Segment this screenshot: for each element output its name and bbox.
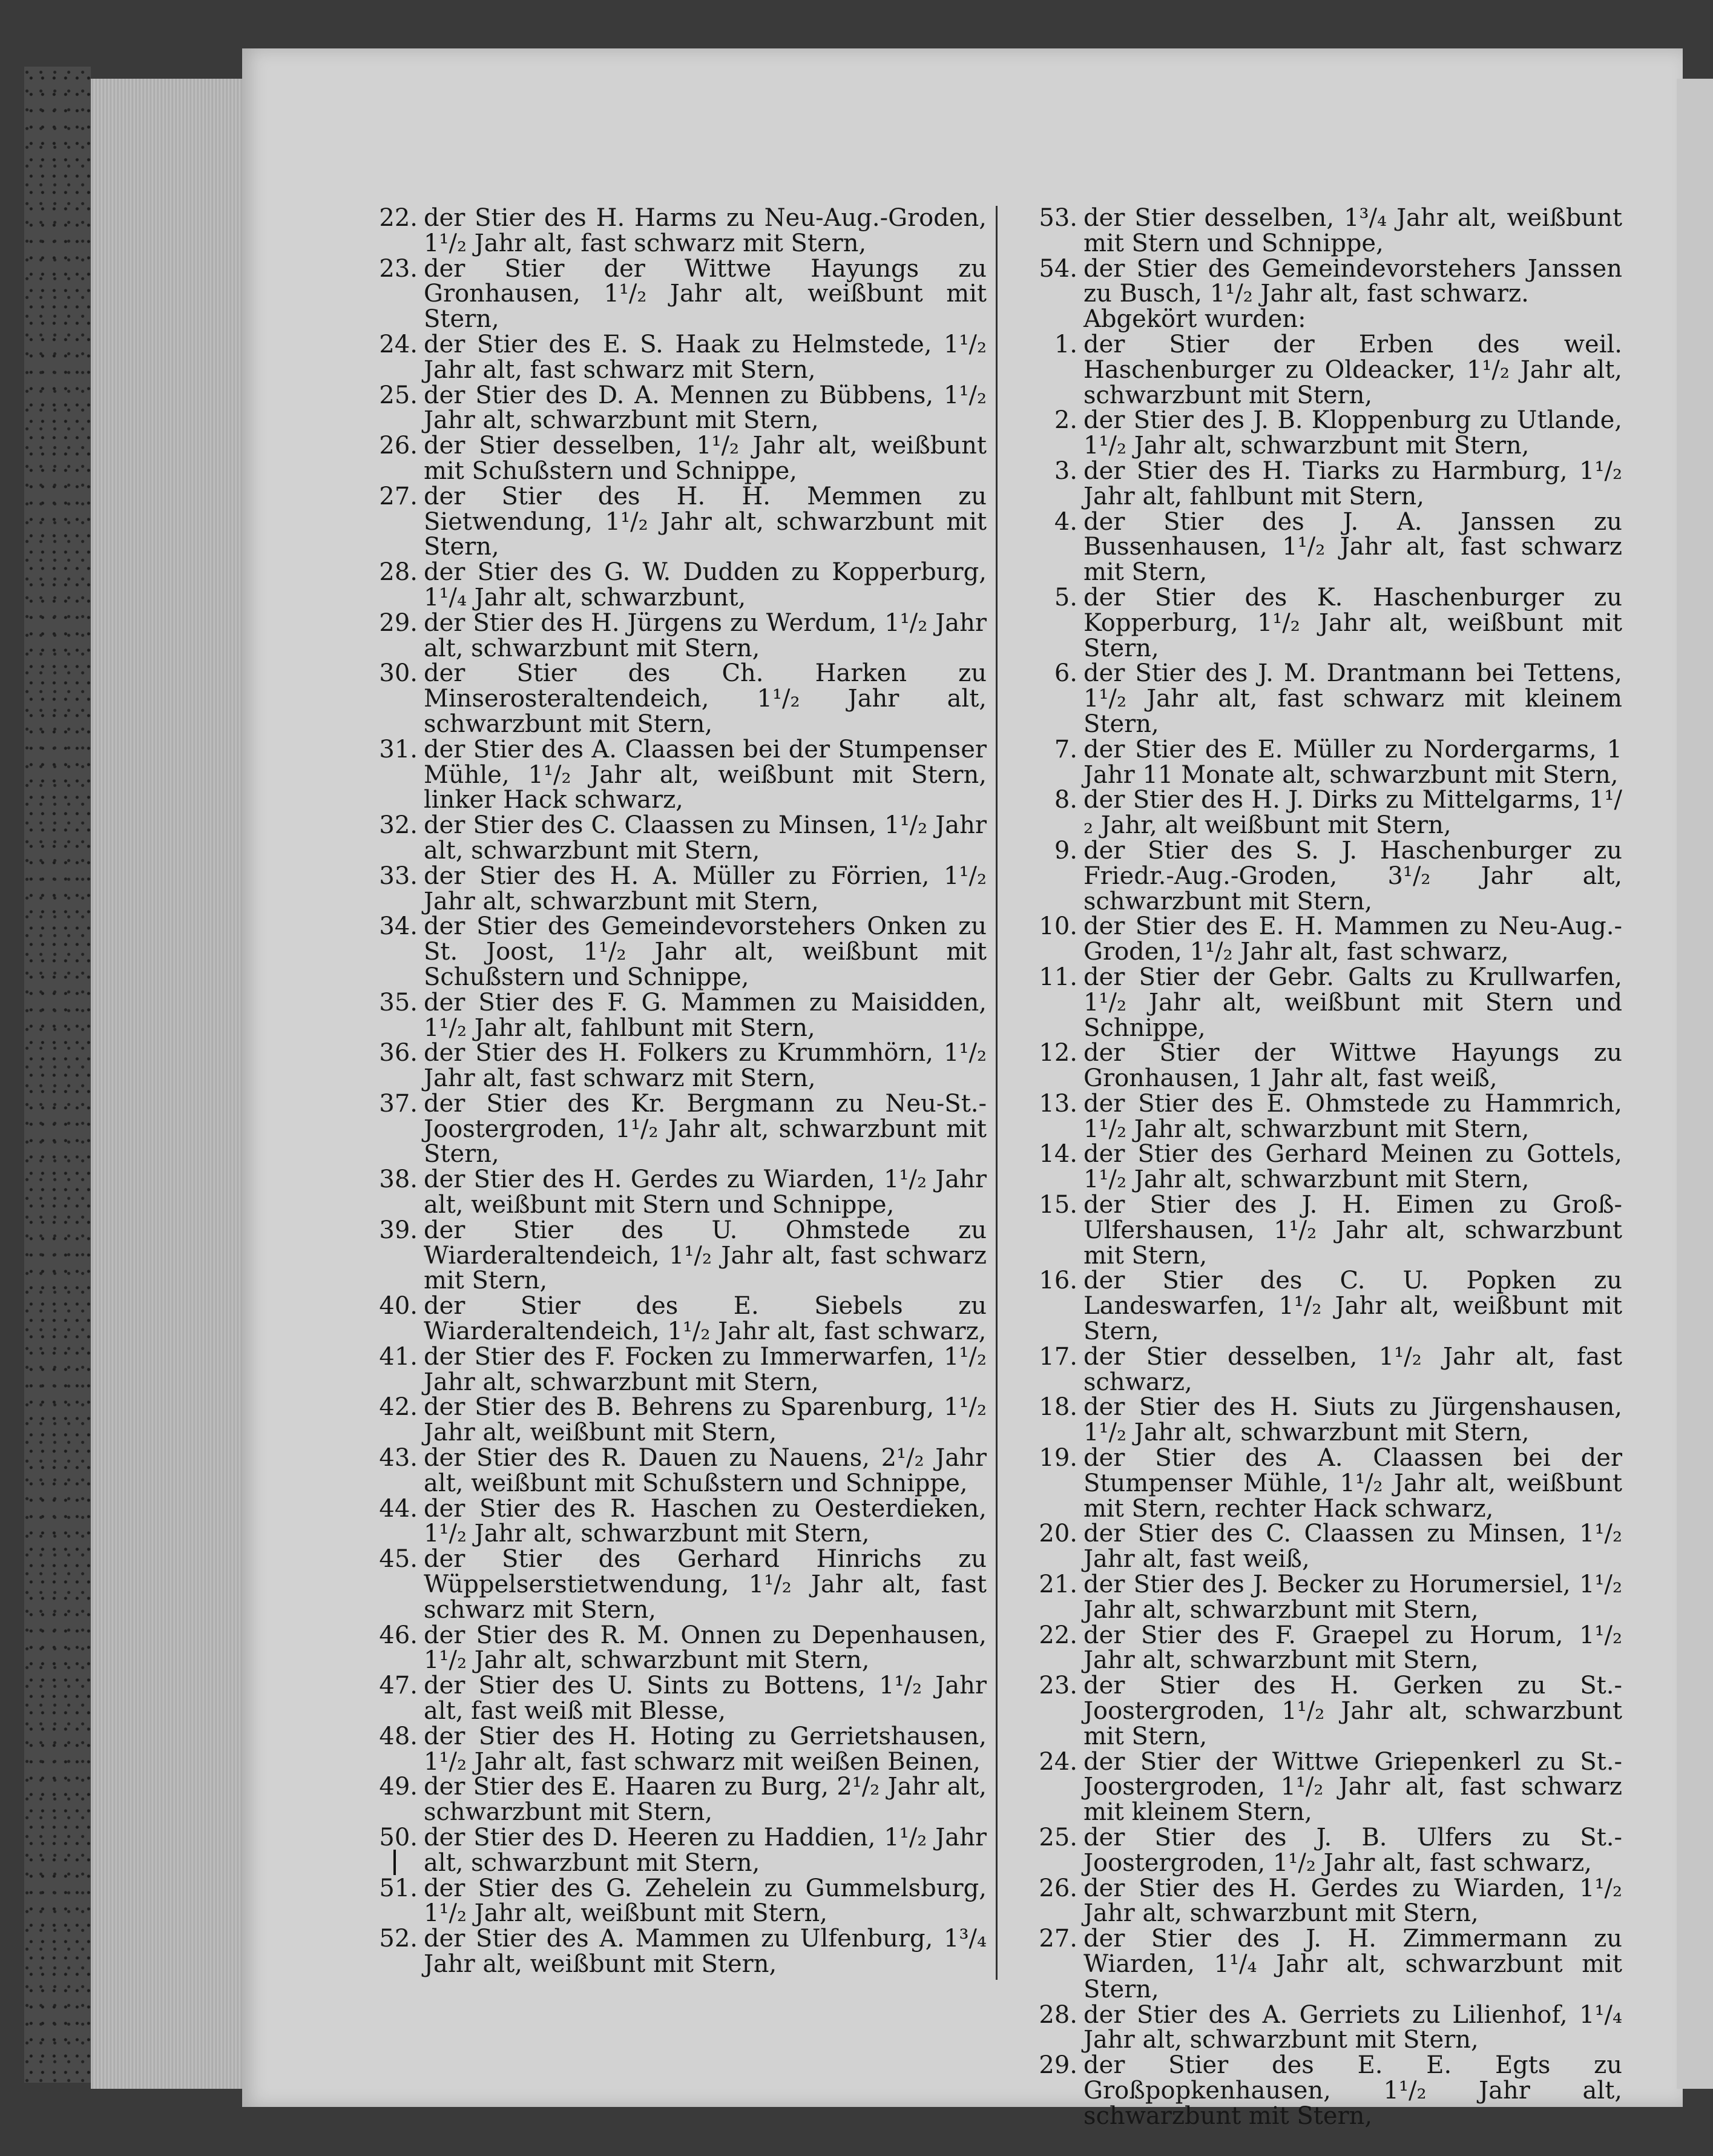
item-text: der Stier des G. Zehelein zu Gummelsburg, 1¹/₂ Jahr alt, weißbunt mit Stern,	[424, 1874, 987, 1928]
item-number: 25.	[1039, 1824, 1077, 1851]
item-text: der Stier des H. H. Memmen zu Sietwendung, 1¹/₂ Jahr alt, schwarzbunt mit Stern,	[424, 482, 987, 561]
list-item	[363, 1218, 987, 1294]
list-item	[1023, 254, 1622, 308]
item-text: der Stier des H. Gerdes zu Wiarden, 1¹/₂ Jahr alt, weißbunt mit Stern und Schnippe,	[424, 1165, 987, 1219]
list-item	[1023, 788, 1622, 839]
list-item	[1023, 1089, 1622, 1143]
list-item	[1023, 2000, 1622, 2054]
item-number: 14.	[1039, 1140, 1077, 1169]
item-number: 19.	[1039, 1444, 1077, 1472]
item-number: 42.	[379, 1393, 418, 1422]
item-number: 45.	[379, 1545, 418, 1574]
item-number: 5.	[1054, 583, 1077, 612]
list-item	[363, 1927, 987, 1977]
item-text: der Stier des H. Tiarks zu Harmburg, 1¹/₂ Jahr alt, fahlbunt mit Stern,	[1083, 457, 1622, 510]
item-number: 23.	[379, 254, 418, 283]
item-number: 37.	[379, 1089, 418, 1118]
list-item	[1023, 737, 1622, 788]
item-text: der Stier des H. Harms zu Neu-Aug.-Groden, 1¹/₂ Jahr alt, fast schwarz mit Stern,	[424, 204, 987, 257]
list-item	[363, 1724, 987, 1775]
item-text: der Stier des U. Ohmstede zu Wiarderaltendeich, 1¹/₂ Jahr alt, fast schwarz mit Stern,	[424, 1216, 987, 1295]
list-item	[1023, 1747, 1622, 1827]
item-text: der Stier des E. E. Egts zu Großpopkenhausen, 1¹/₂ Jahr alt, schwarzbunt mit Stern,	[1083, 2051, 1622, 2130]
item-text: der Stier des J. H. Zimmermann zu Wiarden, 1¹/₄ Jahr alt, schwarzbunt mit Stern,	[1083, 1925, 1622, 2003]
item-number: 24.	[379, 330, 418, 358]
list-item	[363, 254, 987, 334]
list-item	[363, 608, 987, 662]
item-text: der Stier des H. Gerdes zu Wiarden, 1¹/₂ Jahr alt, schwarzbunt mit Stern,	[1083, 1874, 1622, 1928]
item-number: 47.	[379, 1672, 418, 1700]
list-item	[1023, 661, 1622, 737]
list-item	[363, 560, 987, 611]
item-number: 24.	[1039, 1747, 1077, 1776]
item-number: 13.	[1039, 1089, 1077, 1118]
item-number: 7.	[1054, 735, 1077, 763]
item-number: 18.	[1039, 1393, 1077, 1422]
item-number: 12.	[1039, 1039, 1077, 1067]
item-text: der Stier des A. Mammen zu Ulfenburg, 1³/₄ Jahr alt, weißbunt mit Stern,	[424, 1925, 987, 1978]
list-item	[1023, 408, 1622, 459]
item-number: 22.	[379, 204, 418, 232]
item-number: 25.	[379, 381, 418, 409]
item-text: der Stier des R. M. Onnen zu Depenhausen, 1¹/₂ Jahr alt, schwarzbunt mit Stern,	[424, 1621, 987, 1675]
list-item	[363, 1825, 987, 1876]
right-column-continued-list	[1023, 206, 1622, 307]
list-item	[363, 383, 987, 434]
item-text: der Stier des E. S. Haak zu Helmstede, 1¹/₂ Jahr alt, fast schwarz mit Stern,	[424, 330, 987, 384]
item-text: der Stier des J. M. Drantmann bei Tettens, 1¹/₂ Jahr alt, fast schwarz mit kleinem Stern,	[1083, 659, 1622, 738]
item-number: 29.	[1039, 2051, 1077, 2080]
right-column	[1023, 206, 1622, 2129]
item-number: 27.	[1039, 1925, 1077, 1953]
list-item	[363, 914, 987, 990]
list-item	[363, 1342, 987, 1396]
list-item	[1023, 1395, 1622, 1446]
list-item	[363, 864, 987, 915]
item-text: der Stier des E. H. Mammen zu Neu-Aug.-Groden, 1¹/₂ Jahr alt, fast schwarz,	[1083, 912, 1622, 966]
item-number: 32.	[379, 811, 418, 840]
item-number: 1.	[1054, 330, 1077, 358]
item-text: der Stier des J. B. Ulfers zu St.-Joostergroden, 1¹/₂ Jahr alt, fast schwarz,	[1083, 1824, 1622, 1877]
list-item	[363, 1623, 987, 1674]
item-text: der Stier der Wittwe Hayungs zu Gronhausen, 1¹/₂ Jahr alt, weißbunt mit Stern,	[424, 254, 987, 334]
item-number: 33.	[379, 862, 418, 890]
item-text: der Stier des G. W. Dudden zu Kopperburg, 1¹/₄ Jahr alt, schwarzbunt,	[424, 558, 987, 612]
item-text: der Stier des B. Behrens zu Sparenburg, 1¹/₂ Jahr alt, weißbunt mit Stern,	[424, 1393, 987, 1447]
list-item	[363, 1041, 987, 1092]
list-item	[1023, 914, 1622, 965]
item-text: der Stier des H. J. Dirks zu Mittelgarms, 1¹/₂ Jahr, alt weißbunt mit Stern,	[1083, 786, 1622, 840]
item-text: der Stier des H. Gerken zu St.-Joostergroden, 1¹/₂ Jahr alt, schwarzbunt mit Stern,	[1083, 1672, 1622, 1750]
item-number: 50.	[379, 1824, 418, 1851]
list-item	[1023, 507, 1622, 587]
item-number: 20.	[1039, 1520, 1077, 1548]
list-item	[363, 206, 987, 257]
item-number: 40.	[379, 1292, 418, 1320]
item-number: 31.	[379, 735, 418, 763]
right-column-list	[1023, 332, 1622, 2129]
list-item	[363, 1089, 987, 1169]
item-number: 28.	[1039, 2000, 1077, 2029]
item-text: der Stier des J. A. Janssen zu Bussenhausen, 1¹/₂ Jahr alt, fast schwarz mit Stern,	[1083, 507, 1622, 587]
item-number: 28.	[379, 558, 418, 587]
list-item	[1023, 1876, 1622, 1927]
item-text: der Stier des K. Haschenburger zu Kopperburg, 1¹/₂ Jahr alt, weißbunt mit Stern,	[1083, 583, 1622, 662]
item-number: 35.	[379, 988, 418, 1017]
item-number: 36.	[379, 1039, 418, 1067]
list-item	[363, 1494, 987, 1548]
item-text: der Stier des H. Jürgens zu Werdum, 1¹/₂ Jahr alt, schwarzbunt mit Stern,	[424, 608, 987, 662]
item-number: 9.	[1054, 836, 1077, 865]
list-item	[363, 737, 987, 813]
list-item	[1023, 1572, 1622, 1623]
item-text: der Stier des D. Heeren zu Haddien, 1¹/₂ Jahr alt, schwarzbunt mit Stern,	[424, 1824, 987, 1877]
list-item	[1023, 836, 1622, 915]
item-text: der Stier des E. Siebels zu Wiarderaltendeich, 1¹/₂ Jahr alt, fast schwarz,	[424, 1292, 987, 1346]
item-text: der Stier des A. Gerriets zu Lilienhof, 1¹/₄ Jahr alt, schwarzbunt mit Stern,	[1083, 2000, 1622, 2054]
item-number: 52.	[379, 1925, 418, 1953]
item-number: 26.	[379, 432, 418, 460]
item-text: der Stier der Erben des weil. Haschenburger zu Oldeacker, 1¹/₂ Jahr alt, schwarzbunt mit Stern,	[1083, 330, 1622, 409]
item-number: 38.	[379, 1165, 418, 1194]
item-number: 29.	[379, 608, 418, 637]
item-number: 30.	[379, 659, 418, 688]
list-item	[363, 332, 987, 383]
list-item	[1023, 585, 1622, 661]
list-item	[1023, 1673, 1622, 1749]
item-number: 23.	[1039, 1672, 1077, 1700]
item-number: 34.	[379, 912, 418, 941]
item-number: 15.	[1039, 1191, 1077, 1219]
item-number: 16.	[1039, 1267, 1077, 1295]
item-number: 26.	[1039, 1874, 1077, 1902]
list-item	[1023, 1623, 1622, 1674]
item-number: 39.	[379, 1216, 418, 1244]
item-number: 54.	[1039, 254, 1077, 283]
list-item	[363, 1395, 987, 1446]
item-text: der Stier des E. Müller zu Nordergarms, 1 Jahr 11 Monate alt, schwarzbunt mit Stern,	[1083, 735, 1622, 789]
list-item	[1023, 1193, 1622, 1268]
list-item	[363, 1876, 987, 1927]
item-text: der Stier desselben, 1³/₄ Jahr alt, weißbunt mit Stern und Schnippe,	[1083, 204, 1622, 257]
item-text: der Stier des S. J. Haschenburger zu Friedr.-Aug.-Groden, 3¹/₂ Jahr alt, schwarzbunt mit Stern,	[1083, 836, 1622, 915]
item-text: der Stier des Gemeindevorstehers Janssen zu Busch, 1¹/₂ Jahr alt, fast schwarz.	[1083, 254, 1622, 308]
item-text: der Stier des F. Graepel zu Horum, 1¹/₂ Jahr alt, schwarzbunt mit Stern,	[1083, 1621, 1622, 1675]
item-text: der Stier der Wittwe Hayungs zu Gronhausen, 1 Jahr alt, fast weiß,	[1083, 1039, 1622, 1093]
item-number: 27.	[379, 482, 418, 510]
list-item	[1023, 206, 1622, 257]
item-number: 4.	[1054, 507, 1077, 536]
item-text: der Stier desselben, 1¹/₂ Jahr alt, weißbunt mit Schußstern und Schnippe,	[424, 432, 987, 485]
item-text: der Stier des A. Claassen bei der Stumpenser Mühle, 1¹/₂ Jahr alt, weißbunt mit Stern, linker Hack schwarz,	[424, 735, 987, 814]
item-number: 41.	[379, 1342, 418, 1371]
list-item	[363, 661, 987, 737]
item-text: der Stier des C. U. Popken zu Landeswarfen, 1¹/₂ Jahr alt, weißbunt mit Stern,	[1083, 1267, 1622, 1346]
item-number: 43.	[379, 1444, 418, 1472]
item-number: 2.	[1054, 406, 1077, 435]
item-number: 51.	[379, 1874, 418, 1902]
item-text: der Stier des F. Focken zu Immerwarfen, 1¹/₂ Jahr alt, schwarzbunt mit Stern,	[424, 1342, 987, 1396]
list-item	[363, 1167, 987, 1218]
left-column	[363, 206, 987, 1977]
list-item	[363, 813, 987, 864]
item-text: der Stier des R. Dauen zu Nauens, 2¹/₂ Jahr alt, weißbunt mit Schußstern und Schnippe,	[424, 1444, 987, 1497]
column-divider	[996, 206, 998, 1980]
list-item	[1023, 332, 1622, 408]
list-item	[363, 1547, 987, 1623]
list-item	[1023, 1268, 1622, 1344]
book-cover-edge	[24, 67, 91, 2083]
item-number: 46.	[379, 1621, 418, 1649]
item-text: der Stier des A. Claassen bei der Stumpenser Mühle, 1¹/₂ Jahr alt, weißbunt mit Stern, rechter Hack schwarz,	[1083, 1444, 1622, 1523]
item-text: der Stier des C. Claassen zu Minsen, 1¹/₂ Jahr alt, fast weiß,	[1083, 1520, 1622, 1574]
list-item	[1023, 965, 1622, 1041]
item-text: der Stier des Gemeindevorstehers Onken zu St. Joost, 1¹/₂ Jahr alt, weißbunt mit Schußstern und Schnippe,	[424, 912, 987, 991]
item-text: der Stier des Kr. Bergmann zu Neu-St.-Joostergroden, 1¹/₂ Jahr alt, schwarzbunt mit Stern,	[424, 1089, 987, 1169]
item-number: 22.	[1039, 1621, 1077, 1649]
list-item	[1023, 459, 1622, 510]
list-item	[363, 1775, 987, 1825]
item-number: 49.	[379, 1773, 418, 1801]
item-text: der Stier des Ch. Harken zu Minserosteraltendeich, 1¹/₂ Jahr alt, schwarzbunt mit Stern,	[424, 659, 987, 738]
item-text: der Stier des J. H. Eimen zu Groß-Ulfershausen, 1¹/₂ Jahr alt, schwarzbunt mit Stern,	[1083, 1191, 1622, 1270]
list-item	[363, 1294, 987, 1345]
item-text: der Stier des U. Sints zu Bottens, 1¹/₂ Jahr alt, fast weiß mit Blesse,	[424, 1672, 987, 1726]
item-number: 11.	[1039, 963, 1077, 991]
item-text: der Stier des H. Siuts zu Jürgenshausen, 1¹/₂ Jahr alt, schwarzbunt mit Stern,	[1083, 1393, 1622, 1447]
item-text: der Stier des E. Haaren zu Burg, 2¹/₂ Jahr alt, schwarzbunt mit Stern,	[424, 1773, 987, 1827]
item-number: 17.	[1039, 1342, 1077, 1371]
item-text: der Stier des C. Claassen zu Minsen, 1¹/₂ Jahr alt, schwarzbunt mit Stern,	[424, 811, 987, 865]
item-text: der Stier der Wittwe Griepenkerl zu St.-Joostergroden, 1¹/₂ Jahr alt, fast schwarz mit kleinem Stern,	[1083, 1747, 1622, 1827]
list-item	[1023, 1521, 1622, 1572]
item-text: der Stier der Gebr. Galts zu Krullwarfen, 1¹/₂ Jahr alt, weißbunt mit Stern und Schnippe,	[1083, 963, 1622, 1042]
item-text: der Stier des H. Hoting zu Gerrietshausen, 1¹/₂ Jahr alt, fast schwarz mit weißen Beinen,	[424, 1722, 987, 1776]
list-item	[363, 484, 987, 560]
item-number: 44.	[379, 1494, 418, 1523]
list-item	[363, 434, 987, 484]
list-item	[1023, 1142, 1622, 1193]
list-item	[1023, 1927, 1622, 2002]
item-text: der Stier des R. Haschen zu Oesterdieken, 1¹/₂ Jahr alt, schwarzbunt mit Stern,	[424, 1494, 987, 1548]
item-text: der Stier des H. A. Müller zu Förrien, 1¹/₂ Jahr alt, schwarzbunt mit Stern,	[424, 862, 987, 915]
list-item	[363, 1446, 987, 1497]
item-number: 48.	[379, 1722, 418, 1750]
list-item	[1023, 1446, 1622, 1521]
item-text: der Stier desselben, 1¹/₂ Jahr alt, fast schwarz,	[1083, 1342, 1622, 1396]
item-text: der Stier des J. Becker zu Horumersiel, 1¹/₂ Jahr alt, schwarzbunt mit Stern,	[1083, 1571, 1622, 1624]
list-item	[1023, 1041, 1622, 1092]
item-number: 10.	[1039, 912, 1077, 941]
item-number: 3.	[1054, 457, 1077, 485]
item-text: der Stier des E. Ohmstede zu Hammrich, 1¹/₂ Jahr alt, schwarzbunt mit Stern,	[1083, 1089, 1622, 1143]
item-number: 21.	[1039, 1571, 1077, 1599]
item-text: der Stier des Gerhard Meinen zu Gottels, 1¹/₂ Jahr alt, schwarzbunt mit Stern,	[1083, 1140, 1622, 1194]
item-text: der Stier des H. Folkers zu Krummhörn, 1¹/₂ Jahr alt, fast schwarz mit Stern,	[424, 1039, 987, 1093]
item-number: 53.	[1039, 204, 1077, 232]
list-item	[363, 988, 987, 1042]
page-stack-edge	[91, 79, 254, 2089]
item-text: der Stier des F. G. Mammen zu Maisidden, 1¹/₂ Jahr alt, fahlbunt mit Stern,	[424, 988, 987, 1042]
list-item	[1023, 2053, 1622, 2129]
item-number: 6.	[1054, 659, 1077, 688]
item-text: der Stier des Gerhard Hinrichs zu Wüppelserstietwendung, 1¹/₂ Jahr alt, fast schwarz mit Stern,	[424, 1545, 987, 1624]
item-text: der Stier des D. A. Mennen zu Bübbens, 1¹/₂ Jahr alt, schwarzbunt mit Stern,	[424, 381, 987, 435]
list-item	[1023, 1342, 1622, 1396]
item-number: 8.	[1054, 786, 1077, 814]
item-text: der Stier des J. B. Kloppenburg zu Utlande, 1¹/₂ Jahr alt, schwarzbunt mit Stern,	[1083, 406, 1622, 460]
facing-page-edge	[1677, 79, 1713, 2089]
list-item	[1023, 1825, 1622, 1876]
list-item	[363, 1673, 987, 1724]
subheading: Abgekört wurden:	[1083, 305, 1306, 334]
